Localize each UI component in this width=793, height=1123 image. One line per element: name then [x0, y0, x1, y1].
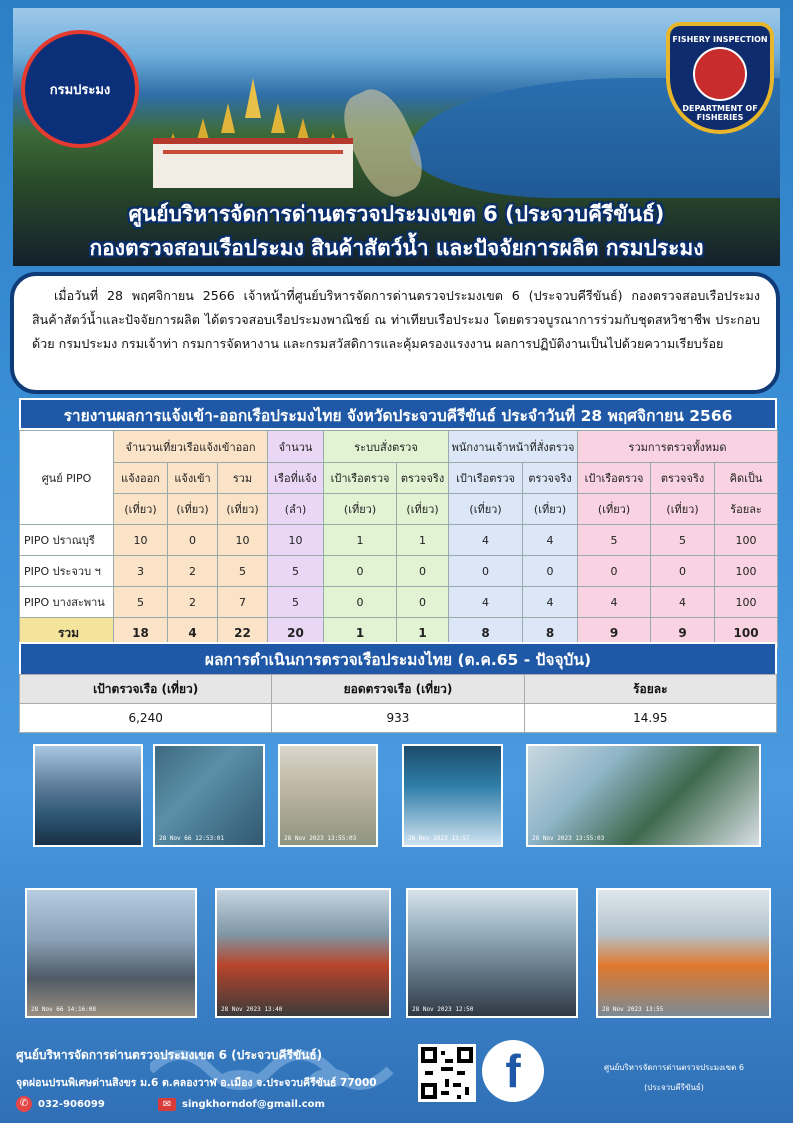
- photo-boat-equipment: [402, 744, 503, 847]
- subheader-unit: (เที่ยว): [523, 494, 578, 525]
- table-cell: 0: [324, 587, 397, 618]
- photo-supplies: [526, 744, 761, 847]
- facebook-name-line1: ศูนย์บริหารจัดการด่านตรวจประมงเขต 6: [604, 1063, 744, 1072]
- table-row: [20, 556, 778, 587]
- subheader: ตรวจจริง: [651, 463, 715, 494]
- subheader: คิดเป็น: [715, 463, 778, 494]
- photo-crew-lineup: [596, 888, 771, 1018]
- photo-crew-interview: [406, 888, 578, 1018]
- table-cell: 10: [218, 525, 268, 556]
- photo-fish-catch: [278, 744, 378, 847]
- subheader-unit: (เที่ยว): [397, 494, 449, 525]
- photo-caption: 28 Nov 2023 13:57: [408, 835, 470, 842]
- email-icon: ✉: [158, 1098, 176, 1111]
- site-name: PIPO บางสะพาน: [20, 587, 114, 618]
- table-cell: 0: [578, 556, 651, 587]
- table-cell: 5: [651, 525, 715, 556]
- intro-paragraph: เมื่อวันที่ 28 พฤศจิกายน 2566 เจ้าหน้าที่ศูนย์บริหารจัดการด่านตรวจประมงเขต 6 (ประจวบคีรีขันธ์) กองตรวจสอบเรือประมง สินค้าสัตว์น้ำและปัจจัยการผลิต ได้ตรวจสอบเรือประมงพาณิชย์ ณ ท่าเทียบเรือประมง โดยตรวจบูรณาการร่วมกับชุดสหวิชาชีพ ประกอบด้วย กรมประมง กรมเจ้าท่า กรมการจัดหางาน และกรมสวัสดิการและคุ้มครองแรงงาน ผลการปฏิบัติงานเป็นไปด้วยความเรียบร้อย: [10, 272, 780, 394]
- site-name: PIPO ประจวบ ฯ: [20, 556, 114, 587]
- table-row: [20, 525, 778, 556]
- logo-right-emblem: [693, 47, 747, 101]
- table-cell: 4: [449, 587, 523, 618]
- footer-address: จุดผ่อนปรนพิเศษด่านสิงขร ม.6 ต.คลองวาฬ อ.เมือง จ.ประจวบคีรีขันธ์ 77000: [16, 1077, 377, 1089]
- table-cell: 22: [218, 618, 268, 649]
- table-cell: 9: [651, 618, 715, 649]
- table-cell: 0: [397, 587, 449, 618]
- header-group-trips: จำนวนเที่ยวเรือแจ้งเข้าออก: [114, 431, 268, 463]
- page-title: ศูนย์บริหารจัดการด่านตรวจประมงเขต 6 (ประจวบคีรีขันธ์): [128, 202, 665, 226]
- report-title: รายงานผลการแจ้งเข้า-ออกเรือประมงไทย จังหวัดประจวบคีรีขันธ์ ประจำวันที่ 28 พฤศจิกายน 2566: [19, 398, 777, 430]
- subheader: เป้าเรือตรวจ: [324, 463, 397, 494]
- table-cell: 4: [523, 587, 578, 618]
- subheader-unit: (เที่ยว): [578, 494, 651, 525]
- footer-phone[interactable]: 032-906099: [38, 1099, 105, 1110]
- performance-title: ผลการดำเนินการตรวจเรือประมงไทย (ต.ค.65 - ปัจจุบัน): [19, 642, 777, 674]
- table-cell: 4: [449, 525, 523, 556]
- table-cell: 3: [114, 556, 168, 587]
- photo-caption: 28 Nov 66 14:16:08: [31, 1006, 97, 1013]
- qr-code-icon: [421, 1047, 473, 1099]
- footer-email[interactable]: singkhorndof@gmail.com: [182, 1099, 325, 1110]
- photo-fishing-net: [153, 744, 265, 847]
- header-group-total: รวมการตรวจทั้งหมด: [578, 431, 778, 463]
- table-cell: 7: [218, 587, 268, 618]
- subheader: แจ้งเข้า: [168, 463, 218, 494]
- photo-officers-pier: [25, 888, 197, 1018]
- photo-fishing-boat: [33, 744, 143, 847]
- subheader: รวม: [218, 463, 268, 494]
- performance-table: [19, 674, 777, 733]
- perf-header: ร้อยละ: [524, 675, 776, 704]
- header-banner: [13, 8, 780, 266]
- header-group-system: ระบบสั่งตรวจ: [324, 431, 449, 463]
- perf-header: เป้าตรวจเรือ (เที่ยว): [20, 675, 272, 704]
- table-cell: 4: [168, 618, 218, 649]
- total-label: รวม: [20, 618, 114, 649]
- table-cell: 20: [268, 618, 324, 649]
- photo-caption: 28 Nov 2023 13:55: [602, 1006, 664, 1013]
- logo-right-bottom: DEPARTMENT OF FISHERIES: [682, 103, 758, 122]
- facebook-name-line2: (ประจวบคีรีขันธ์): [644, 1083, 704, 1092]
- subheader: เรือที่แจ้ง: [268, 463, 324, 494]
- subheader-unit: (เที่ยว): [651, 494, 715, 525]
- subheader-unit: (เที่ยว): [168, 494, 218, 525]
- performance-section: [19, 642, 777, 733]
- header-group-officers: พนักงานเจ้าหน้าที่สั่งตรวจ: [449, 431, 578, 463]
- table-cell: 0: [324, 556, 397, 587]
- table-cell: 1: [324, 525, 397, 556]
- table-cell: 5: [218, 556, 268, 587]
- subheader-unit: (เที่ยว): [218, 494, 268, 525]
- subheader-unit: (เที่ยว): [114, 494, 168, 525]
- table-cell: 100: [715, 525, 778, 556]
- perf-target: 6,240: [20, 704, 272, 733]
- table-cell: 4: [578, 587, 651, 618]
- table-cell: 100: [715, 618, 778, 649]
- perf-inspected: 933: [272, 704, 524, 733]
- subheader-unit: ร้อยละ: [715, 494, 778, 525]
- subheader: ตรวจจริง: [523, 463, 578, 494]
- table-cell: 0: [651, 556, 715, 587]
- table-cell: 100: [715, 587, 778, 618]
- page-subtitle: กองตรวจสอบเรือประมง สินค้าสัตว์น้ำ และปัจจัยการผลิต กรมประมง: [89, 236, 704, 260]
- table-cell: 5: [268, 587, 324, 618]
- report-table: [19, 430, 778, 649]
- subheader: แจ้งออก: [114, 463, 168, 494]
- perf-percent: 14.95: [524, 704, 776, 733]
- site-name: PIPO ปราณบุรี: [20, 525, 114, 556]
- table-cell: 4: [523, 525, 578, 556]
- subheader-unit: (เที่ยว): [324, 494, 397, 525]
- header-site: ศูนย์ PIPO: [20, 431, 114, 525]
- fishery-inspection-logo: [666, 22, 774, 134]
- subheader: เป้าเรือตรวจ: [449, 463, 523, 494]
- table-cell: 4: [651, 587, 715, 618]
- department-of-fisheries-logo: [21, 30, 139, 148]
- subheader: เป้าเรือตรวจ: [578, 463, 651, 494]
- table-cell: 2: [168, 556, 218, 587]
- table-cell: 8: [523, 618, 578, 649]
- temple-illustration: [133, 78, 373, 188]
- table-cell: 9: [578, 618, 651, 649]
- qr-code[interactable]: [418, 1044, 476, 1102]
- table-cell: 5: [268, 556, 324, 587]
- photo-caption: 28 Nov 2023 13:55:03: [284, 835, 357, 842]
- table-cell: 8: [449, 618, 523, 649]
- facebook-page-name[interactable]: [574, 1058, 774, 1098]
- table-cell: 5: [578, 525, 651, 556]
- phone-icon: ✆: [16, 1096, 32, 1112]
- logo-left-text: กรมประมง: [49, 81, 111, 97]
- table-cell: 1: [397, 525, 449, 556]
- table-cell: 2: [168, 587, 218, 618]
- table-cell: 1: [324, 618, 397, 649]
- photo-caption: 28 Nov 2023 12:50: [412, 1006, 474, 1013]
- table-row: [20, 704, 777, 733]
- subheader-unit: (เที่ยว): [449, 494, 523, 525]
- photo-caption: 28 Nov 2023 13:40: [221, 1006, 283, 1013]
- table-cell: 10: [268, 525, 324, 556]
- table-cell: 10: [114, 525, 168, 556]
- footer-org-name: ศูนย์บริหารจัดการด่านตรวจประมงเขต 6 (ประจวบคีรีขันธ์): [16, 1048, 323, 1062]
- report-section: [19, 398, 777, 649]
- subheader-unit: (ลำ): [268, 494, 324, 525]
- subheader: ตรวจจริง: [397, 463, 449, 494]
- table-row: [20, 587, 778, 618]
- photo-document-check: [215, 888, 391, 1018]
- header-group-vessels: จำนวน: [268, 431, 324, 463]
- photo-caption: 28 Nov 2023 13:55:03: [532, 835, 605, 842]
- table-cell: 5: [114, 587, 168, 618]
- table-cell: 0: [449, 556, 523, 587]
- table-cell: 0: [168, 525, 218, 556]
- table-cell: 0: [397, 556, 449, 587]
- perf-header: ยอดตรวจเรือ (เที่ยว): [272, 675, 524, 704]
- photo-caption: 28 Nov 66 12:53:01: [159, 835, 225, 842]
- logo-right-text: FISHERY INSPECTION: [672, 34, 768, 44]
- table-cell: 18: [114, 618, 168, 649]
- table-cell: 100: [715, 556, 778, 587]
- table-cell: 1: [397, 618, 449, 649]
- table-cell: 0: [523, 556, 578, 587]
- facebook-icon[interactable]: f: [482, 1040, 544, 1102]
